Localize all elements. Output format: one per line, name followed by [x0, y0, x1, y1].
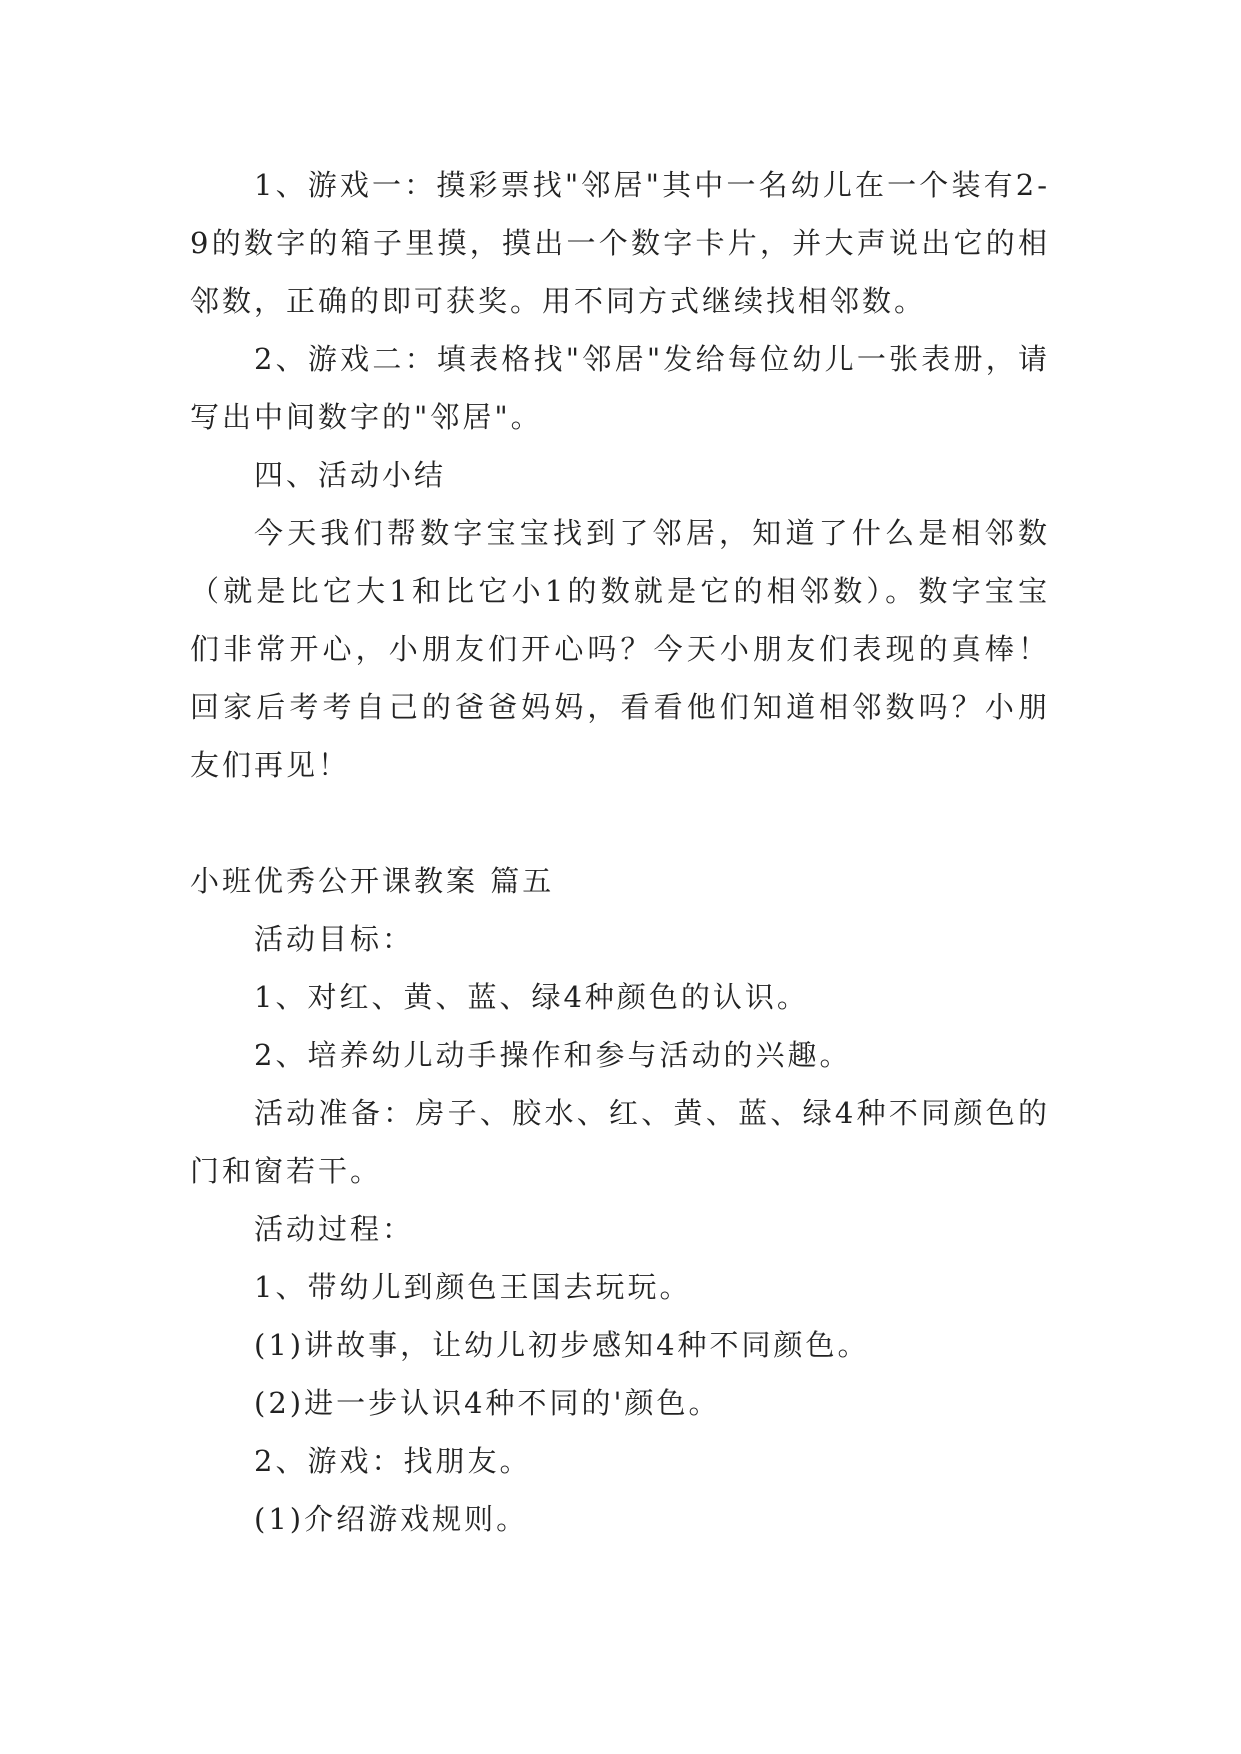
paragraph-summary: 今天我们帮数字宝宝找到了邻居，知道了什么是相邻数（就是比它大1和比它小1的数就是它的相邻数）。数字宝宝们非常开心，小朋友们开心吗？今天小朋友们表现的真棒！回家后考考自己的爸爸妈妈，看看他们知道相邻数吗？小朋友们再见！ [190, 516, 1050, 782]
paragraph-process-one-a: (1)讲故事，让幼儿初步感知4种不同颜色。 [254, 1328, 870, 1362]
paragraph-preparation: 活动准备：房子、胶水、红、黄、蓝、绿4种不同颜色的门和窗若干。 [190, 1096, 1050, 1188]
section-title: 小班优秀公开课教案 篇五 [190, 864, 555, 898]
paragraph-process-two: 2、游戏：找朋友。 [254, 1444, 532, 1478]
paragraph-goals-heading: 活动目标： [254, 922, 415, 956]
paragraph-game-one: 1、游戏一：摸彩票找"邻居"其中一名幼儿在一个装有2-9的数字的箱子里摸，摸出一个数字卡片，并大声说出它的相邻数，正确的即可获奖。用不同方式继续找相邻数。 [190, 168, 1050, 318]
paragraph-process-two-a: (1)介绍游戏规则。 [254, 1502, 529, 1536]
paragraph-process-one: 1、带幼儿到颜色王国去玩玩。 [254, 1270, 692, 1304]
paragraph-goal-one: 1、对红、黄、蓝、绿4种颜色的认识。 [254, 980, 809, 1014]
paragraph-goal-two: 2、培养幼儿动手操作和参与活动的兴趣。 [254, 1038, 852, 1072]
paragraph-process-heading: 活动过程： [254, 1212, 415, 1246]
paragraph-process-one-b: (2)进一步认识4种不同的'颜色。 [254, 1386, 721, 1420]
section-gap [190, 794, 1050, 852]
document-body [190, 156, 1050, 1548]
paragraph-summary-heading: 四、活动小结 [254, 458, 447, 492]
paragraph-game-two: 2、游戏二：填表格找"邻居"发给每位幼儿一张表册，请写出中间数字的"邻居"。 [190, 342, 1050, 434]
